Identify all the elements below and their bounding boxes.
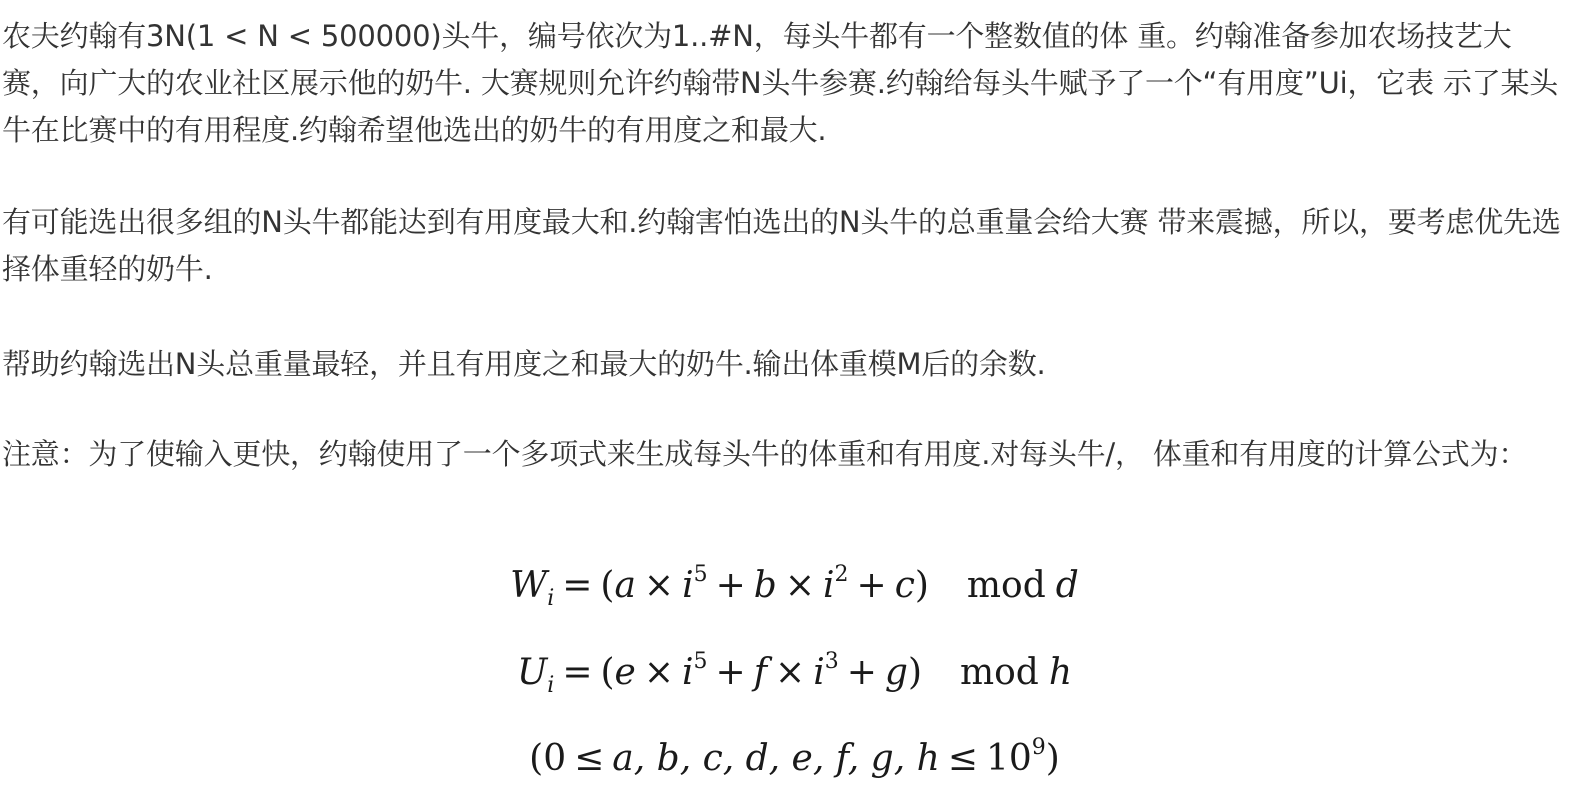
formula-weight: $W_i = (a \times i^5 + b \times i^2 + c)$ mod d: [510, 562, 1079, 611]
formula-exponent: 9: [1031, 735, 1046, 760]
formula-symbol: U: [516, 652, 548, 693]
formula-symbol: f: [753, 652, 768, 693]
paragraph-note: 注意：为了使输入更快，约翰使用了一个多项式来生成每头牛的体重和有用度.对每头牛/， 体重和有用度的计算公式为：: [2, 437, 1528, 471]
formula-symbol: g: [884, 652, 908, 693]
paragraph-weight-concern: 有可能选出很多组的N头牛都能达到有用度最大和.约翰害怕选出的N头牛的总重量会给大赛 带来震撼，所以，要考虑优先选择体重轻的奶牛.: [2, 205, 1561, 286]
formula-symbol: a: [614, 565, 636, 606]
formula-usefulness: $U_i = (e \times i^5 + f \times i^3 + g)$ mod h: [516, 649, 1073, 698]
formula-symbol: i: [813, 652, 825, 693]
formula-exponent: 5: [693, 649, 708, 674]
paragraph-task: 帮助约翰选出N头总重量最轻，并且有用度之和最大的奶牛.输出体重模M后的余数.: [2, 347, 1046, 381]
formula-symbol: d: [1055, 565, 1079, 606]
formula-symbol: i: [823, 565, 835, 606]
paragraph-intro: 农夫约翰有3N(1 < N < 500000)头牛，编号依次为1..#N，每头牛都有一个整数值的体 重。约翰准备参加农场技艺大赛，向广大的农业社区展示他的奶牛. 大赛规则允许约翰带N头牛参赛.约翰给每头牛赋予了一个“有用度”Ui，它表 示了某头牛在比赛中的有用程度.约翰希望他选出的奶牛的有用度之和最大.: [2, 19, 1559, 147]
formula-symbol: e: [614, 652, 636, 693]
formula-symbol: c: [894, 565, 915, 606]
formula-symbol: b: [753, 565, 777, 606]
formula-symbol: h: [1048, 652, 1073, 693]
formula-mod: mod: [966, 565, 1046, 606]
formula-variables: a, b, c, d, e, f, g, h: [612, 738, 940, 779]
formula-mod: mod: [960, 652, 1039, 693]
formula-exponent: 2: [834, 562, 849, 587]
formula-exponent: 3: [824, 649, 839, 674]
formula-exponent: 5: [693, 562, 708, 587]
formula-symbol: i: [682, 652, 694, 693]
formula-number: 0: [543, 738, 567, 779]
formula-constraint: (0 ≤ a, b, c, d, e, f, g, $h \le 10^9$): [529, 735, 1060, 779]
formula-number: 10: [985, 738, 1032, 779]
formula-subscript: i: [547, 673, 555, 698]
formula-symbol: i: [682, 565, 694, 606]
formula-symbol: W: [510, 565, 548, 606]
formula-subscript: i: [547, 586, 555, 611]
